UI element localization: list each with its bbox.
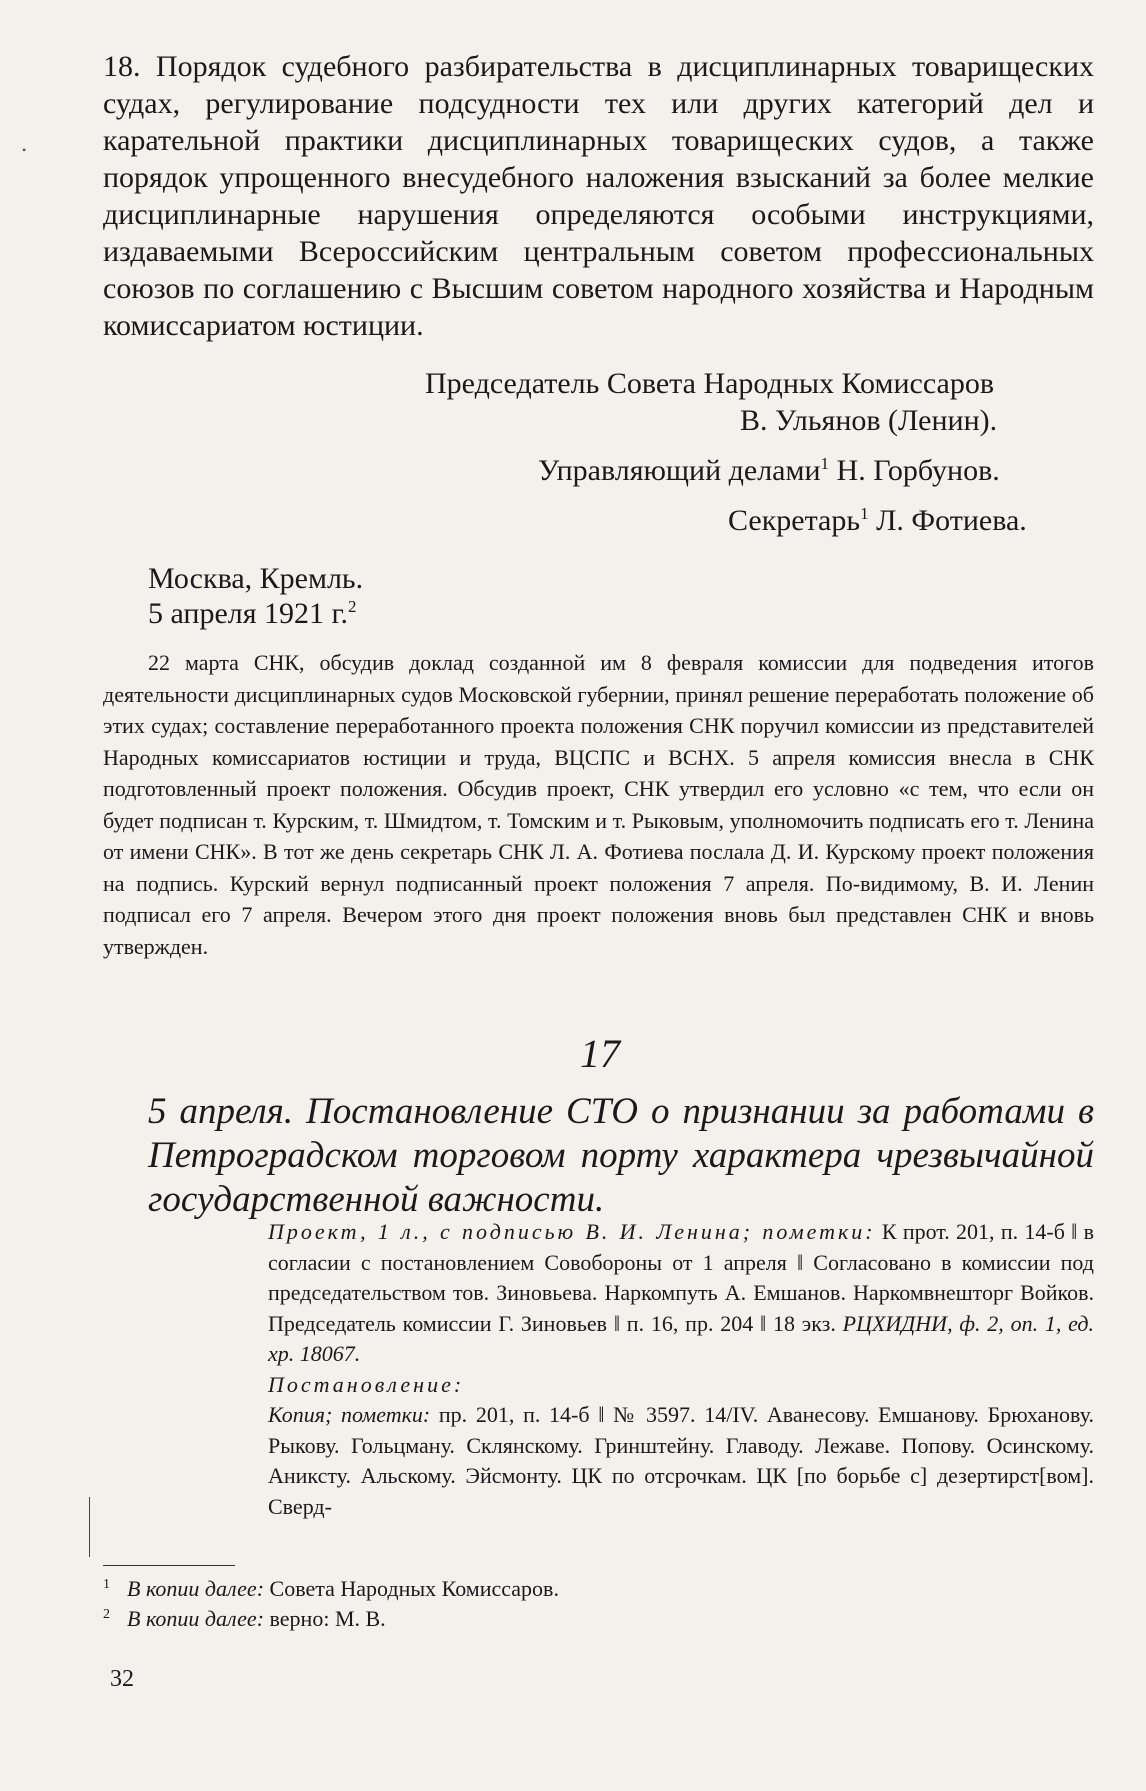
project-label: Проект, 1 л., с подписью В. И. Ленина; пометки: [268, 1219, 876, 1244]
manager-title: Управляющий делами [538, 454, 821, 487]
project-text: К прот. 201, п. 14-б ‖ в согласии с постановлением Совобороны от 1 апреля ‖ Согласовано в комиссии под председательством тов. Зиновьева. Наркомпуть А. Емшанов. Наркомвнешторг Войков. Председатель комиссии Г. Зиновьев ‖ п. 16, пр. 204 ‖ 18 экз. [268, 1219, 1094, 1336]
footnote-divider [103, 1565, 235, 1566]
footnote-text: Совета Народных Комиссаров. [269, 1576, 559, 1601]
footnote-text: верно: М. В. [269, 1606, 386, 1631]
date-line [148, 595, 356, 632]
article-18 [103, 48, 1094, 344]
footnote-label: В копии далее: [127, 1576, 265, 1601]
resolution-label: Постановление: [268, 1371, 465, 1397]
document-title: 5 апреля. Постановление СТО о признании за работами в Петроградском торговом порту характера чрезвычайной государственной важности. [148, 1091, 1094, 1220]
editorial-note: 22 марта СНК, обсудив доклад созданной им 8 февраля комиссии для подведения итогов деятельности дисциплинарных судов Московской губернии, принял решение переработать положение об этих судах; составление переработанного проекта положения СНК поручил комиссии из представителей Народных комиссариатов юстиции и труда, ВЦСПС и ВСНХ. 5 апреля комиссия внесла в СНК подготовленный проект положения. Обсудив проект, СНК утвердил его условно «с тем, что если он будет подписан т. Курским, т. Шмидтом, т. Томским и т. Рыковым, уполномочить подписать его т. Ленина от имени СНК». В тот же день секретарь СНК Л. А. Фотиева послала Д. И. Курскому проект положения на подпись. Курский вернул подписанный проект положения 7 апреля. По-видимому, В. И. Ленин подписал его 7 апреля. Вечером этого дня проект положения вновь был представлен СНК и вновь утвержден. [103, 650, 1094, 959]
footnote: 2 В копии далее: верно: М. В. [103, 1606, 386, 1631]
document-number: 17 [580, 1031, 620, 1076]
margin-mark: • [22, 143, 27, 157]
date: 5 апреля 1921 г. [148, 597, 348, 630]
secretary-title: Секретарь [728, 504, 861, 537]
copy-text: пр. 201, п. 14-б ‖ № 3597. 14/IV. Аванесову. Емшанову. Брюханову. Рыкову. Гольцману. Склянскому. Гринштейну. Главоду. Лежаве. Попову. Осинскому. Аниксту. Альскому. Эйсмонту. ЦК по отсрочкам. ЦК [по борьбе с] дезертирст[вом]. Сверд- [268, 1402, 1094, 1519]
chair-name: В. Ульянов (Ленин). [740, 404, 998, 437]
place: Москва, Кремль. [148, 562, 364, 595]
chair-title: Председатель Совета Народных Комиссаров [425, 367, 994, 400]
manager-signature [538, 452, 1000, 489]
footnote-ref: 1 [860, 504, 869, 523]
footnote: 1 В копии далее: Совета Народных Комиссаров. [103, 1576, 559, 1601]
archive-reference: РЦХИДНИ, ф. 2, оп. 1, ед. хр. 18067. [268, 1310, 1095, 1366]
footnote-label: В копии далее: [127, 1606, 265, 1631]
secretary-name: Л. Фотиева. [876, 504, 1027, 537]
copy-label: Копия; пометки: [268, 1402, 431, 1427]
archival-description [268, 1217, 1094, 1522]
footnote-ref: 1 [820, 454, 830, 473]
margin-line [89, 1497, 90, 1557]
footnote-ref: 2 [347, 597, 357, 616]
manager-name: Н. Горбунов. [836, 454, 1000, 487]
article-18-text: 18. Порядок судебного разбирательства в дисциплинарных товарищеских судах, регулирование подсудности тех или других категорий дел и карательной практики дисциплинарных товарищеских судов, а также порядок упрощенного внесудебного наложения взысканий за более мелкие дисциплинарные нарушения определяются особыми инструкциями, издаваемыми Всероссийским центральным советом профессиональных союзов по соглашению с Высшим советом народного хозяйства и Народным комиссариатом юстиции. [103, 50, 1094, 342]
page-number: 32 [110, 1666, 134, 1692]
secretary-signature [728, 502, 1027, 539]
